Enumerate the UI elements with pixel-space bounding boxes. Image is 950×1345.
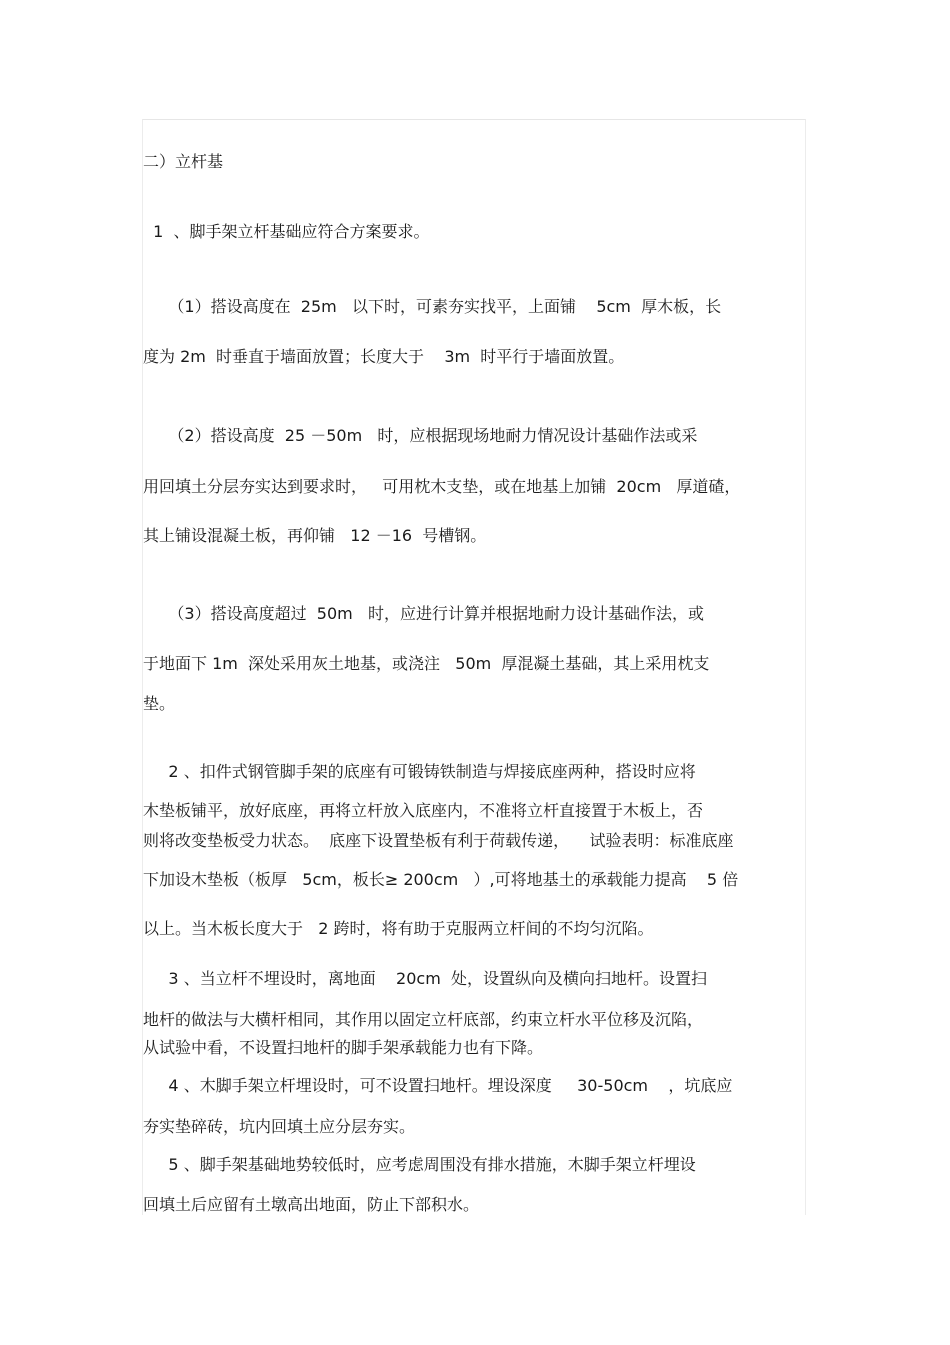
text-line: 木垫板铺平，放好底座，再将立杆放入底座内，不准将立杆直接置于木板上，否: [143, 801, 704, 820]
text-line: （1）搭设高度在 25m 以下时，可素夯实找平，上面铺 5cm 厚木板，长: [143, 297, 722, 316]
text-line: 地杆的做法与大横杆相同，其作用以固定立杆底部，约束立杆水平位移及沉陷，: [143, 1010, 704, 1029]
text-line: 回填土后应留有土墩高出地面，防止下部积水。: [143, 1195, 480, 1214]
text-line: 从试验中看，不设置扫地杆的脚手架承载能力也有下降。: [143, 1038, 544, 1057]
text-line: 则将改变垫板受力状态。 底座下设置垫板有利于荷载传递， 试验表明：标准底座: [143, 831, 734, 850]
text-line: 4 、木脚手架立杆埋设时，可不设置扫地杆。埋设深度 30-50cm ，坑底应: [143, 1076, 733, 1095]
text-line: 垫。: [143, 694, 176, 713]
text-line: （3）搭设高度超过 50m 时，应进行计算并根据地耐力设计基础作法，或: [143, 604, 704, 623]
text-line: 5 、脚手架基础地势较低时，应考虑周围没有排水措施，木脚手架立杆埋设: [143, 1155, 696, 1174]
text-line: 度为 2m 时垂直于墙面放置；长度大于 3m 时平行于墙面放置。: [143, 347, 625, 366]
text-line: 用回填土分层夯实达到要求时， 可用枕木支垫，或在地基上加铺 20cm 厚道碴，: [143, 477, 741, 496]
text-line: 下加设木垫板（板厚 5cm，板长≥ 200cm ）,可将地基土的承载能力提高 5 倍: [143, 870, 739, 889]
text-line: （2）搭设高度 25 －50m 时，应根据现场地耐力情况设计基础作法或采: [143, 426, 698, 445]
text-line: 夯实垫碎砖，坑内回填土应分层夯实。: [143, 1117, 416, 1136]
text-line: 其上铺设混凝土板，再仰铺 12 －16 号槽钢。: [143, 526, 487, 545]
text-line: 以上。当木板长度大于 2 跨时，将有助于克服两立杆间的不均匀沉陷。: [143, 919, 654, 938]
list-item-1: 1 、脚手架立杆基础应符合方案要求。: [143, 222, 430, 241]
text-line: 于地面下 1m 深处采用灰土地基，或浇注 50m 厚混凝土基础，其上采用枕支: [143, 654, 710, 673]
text-line: 2 、扣件式钢管脚手架的底座有可锻铸铁制造与焊接底座两种，搭设时应将: [143, 762, 696, 781]
section-heading: 二）立杆基: [143, 152, 224, 171]
text-line: 3 、当立杆不埋设时，离地面 20cm 处，设置纵向及横向扫地杆。设置扫: [143, 969, 707, 988]
